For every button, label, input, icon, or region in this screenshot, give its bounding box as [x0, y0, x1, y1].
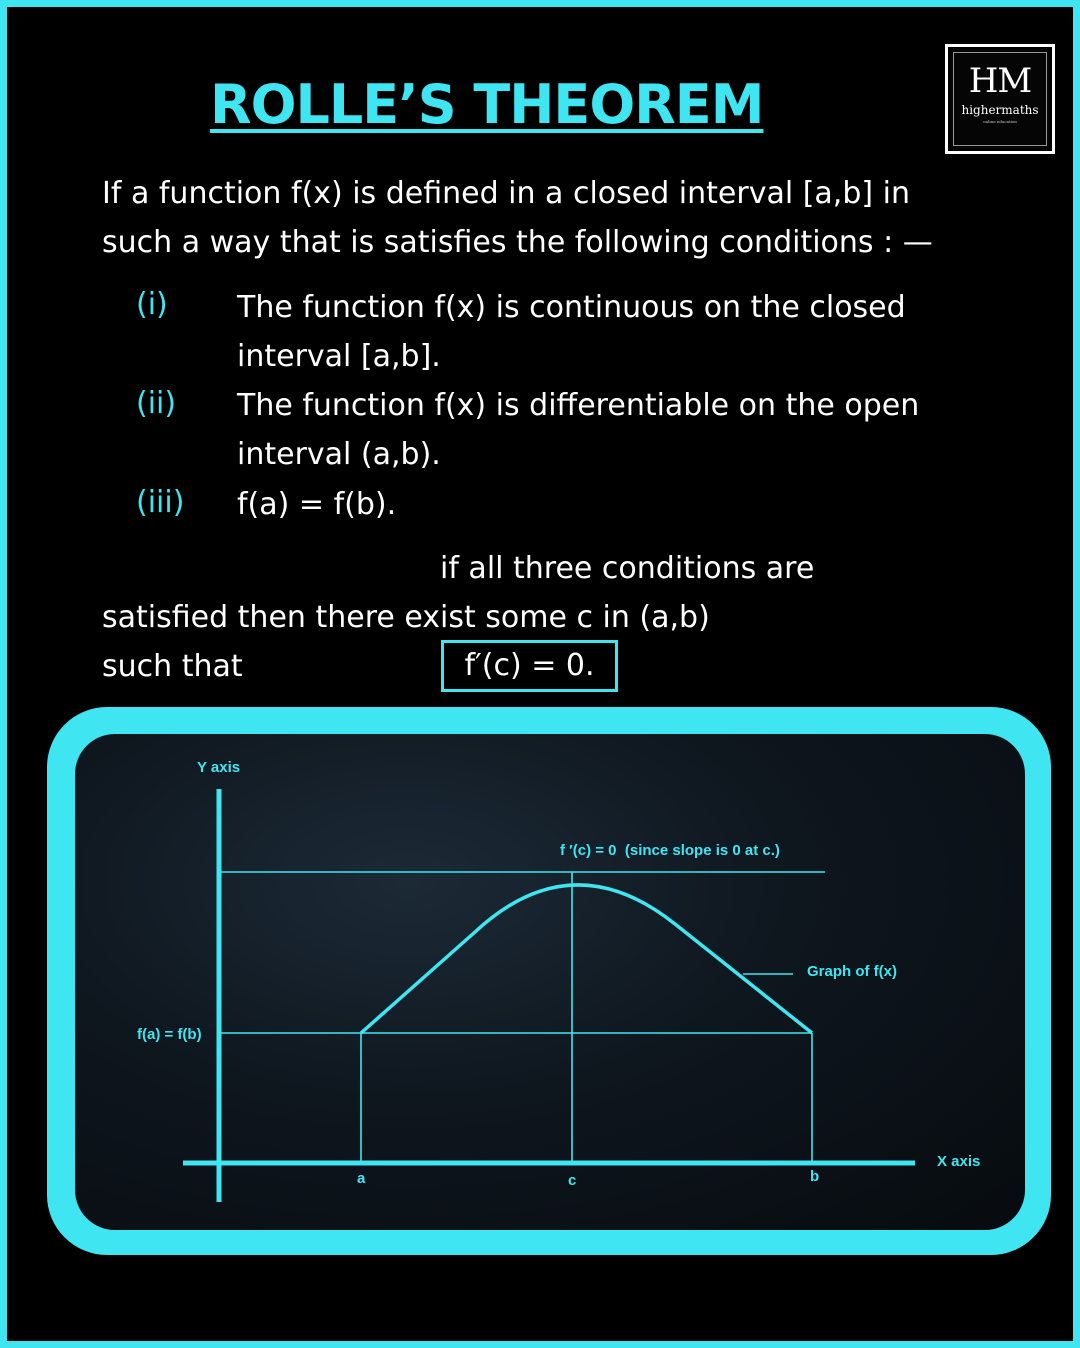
intro-line-2: such a way that is satisfies the following conditions : —	[102, 225, 933, 260]
condition-1-line-1: The function f(x) is continuous on the closed	[237, 290, 906, 325]
rolle-diagram	[75, 734, 1025, 1230]
page-title: ROLLE’S THEOREM	[210, 73, 764, 136]
y-axis-label: Y axis	[197, 759, 241, 776]
function-curve	[361, 885, 812, 1033]
result-box: f′(c) = 0.	[441, 640, 618, 692]
conclusion-line-1: if all three conditions are	[440, 551, 815, 586]
x-axis-label: X axis	[937, 1153, 981, 1170]
tick-label-b: b	[810, 1168, 820, 1185]
logo-tagline: online education	[983, 119, 1017, 124]
tick-label-a: a	[357, 1170, 366, 1187]
condition-2-line-1: The function f(x) is differentiable on the open	[237, 388, 920, 423]
condition-1-line-2: interval [a,b].	[237, 339, 441, 374]
highermaths-logo	[945, 44, 1055, 154]
condition-number-2: (ii)	[136, 386, 177, 421]
logo-initials: HM	[968, 61, 1032, 101]
condition-number-3: (iii)	[136, 485, 185, 520]
condition-number-1: (i)	[136, 287, 168, 322]
tick-label-c: c	[568, 1172, 577, 1189]
conclusion-line-2: satisfied then there exist some c in (a,b)	[102, 600, 710, 635]
condition-2-line-2: interval (a,b).	[237, 437, 441, 472]
tangent-label: f ′(c) = 0 (since slope is 0 at c.)	[560, 842, 780, 859]
conclusion-line-3: such that	[102, 649, 243, 684]
diagram-screen	[75, 734, 1025, 1230]
condition-3-line-1: f(a) = f(b).	[237, 487, 397, 522]
logo-name: highermaths	[961, 103, 1039, 117]
intro-line-1: If a function f(x) is defined in a closed interval [a,b] in	[102, 176, 910, 211]
diagram-panel	[47, 707, 1051, 1255]
curve-label: Graph of f(x)	[807, 963, 897, 980]
level-label: f(a) = f(b)	[137, 1026, 202, 1043]
